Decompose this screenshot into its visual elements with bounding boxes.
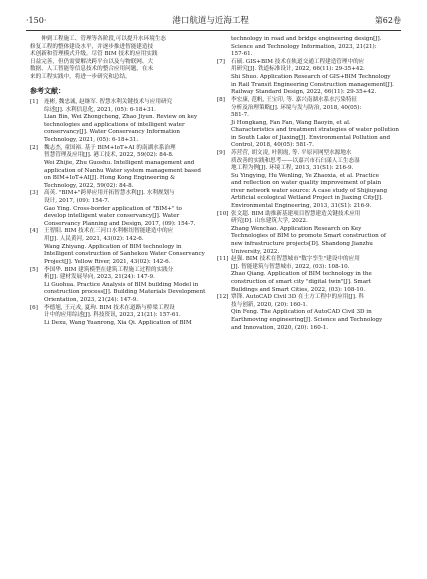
reference-line: technologies and applications of intelligent water xyxy=(44,121,185,128)
reference-entry xyxy=(30,228,207,266)
reference-line: in South Lake of Jiaxing[J]. Environmental Pollution and xyxy=(231,134,391,141)
body-line: 来的工程实践中，将进一步研究和总结。 xyxy=(30,73,131,80)
reference-entry xyxy=(217,294,394,332)
reference-entry xyxy=(217,59,394,97)
reference-line: Zhao Qiang. Application of BIM technology in the xyxy=(231,271,372,278)
reference-line: 李宏康, 范帆, 王宝印, 等. 嘉兴南湖水系水污染特征 xyxy=(231,96,358,103)
reference-line: 地工程为例[J]. 环境工程, 2013, 31(S1): 216-9. xyxy=(231,165,354,172)
reference-line: Li Dexu, Wang Yuanrong, Xia Qi. Application of BIM xyxy=(44,319,192,326)
left-column xyxy=(30,36,207,327)
reference-line: Technology, 2021, (05): 6-18+31. xyxy=(44,137,139,144)
reference-line: 技与创新, 2020, (20): 160-1. xyxy=(231,301,308,308)
reference-line: 王智阳. BIM 技术在三河口水利枢纽智能建造中的应 xyxy=(44,228,174,235)
reference-entry xyxy=(30,267,207,305)
reference-number: [6] xyxy=(30,304,38,311)
reference-line: Conservancy Planning and Design, 2017, (09): 154-7. xyxy=(44,220,196,227)
reference-entry xyxy=(217,211,394,256)
reference-line: Intelligent construction of Sanhekou Water Conservancy xyxy=(44,251,205,258)
journal-title: 港口航道与近海工程 xyxy=(172,16,249,26)
reference-entry-continued xyxy=(217,36,394,59)
reference-entry xyxy=(217,150,394,210)
header-rule xyxy=(26,30,401,31)
right-column xyxy=(217,36,399,332)
reference-line: 魏志杰, 童国裕. 基于 BIM+IoT+AI 的南湖水系治理 xyxy=(44,144,176,151)
body-paragraph xyxy=(30,36,207,81)
reference-line: 质改善的实践和思考——以嘉兴市石臼漾人工生态湿 xyxy=(231,157,360,164)
reference-line: [J]. 智能建筑与智慧城市, 2022, (03): 108-10. xyxy=(231,263,350,270)
reference-line: conservancy[J]. Water Conservancy Information xyxy=(44,129,180,136)
reference-line: Wei Zhijie, Zhu Guoshu. Intelligent management and xyxy=(44,159,195,166)
reference-line: 研究[D]. 山东建筑大学, 2022. xyxy=(231,218,308,225)
reference-line: Wang Zhiyang. Application of BIM technology in xyxy=(44,243,182,250)
reference-line: Project[J]. Yellow River, 2021, 43(02): 142-6. xyxy=(44,258,171,265)
reference-line: Earthmoving engineering[J]. Science and Technology xyxy=(231,317,383,324)
reference-line: Lian Bin, Wei Zhongcheng, Zhao Jiyun. Review on key xyxy=(44,114,198,121)
reference-line: 用研究[J]. 铁道标准设计, 2022, 66(11): 29-35+42. xyxy=(231,66,365,73)
reference-line: technology in road and bridge engineering design[J]. xyxy=(231,36,382,42)
body-line: 数据、人工智能等信息技术的整合应用问题，在未 xyxy=(30,66,154,73)
reference-line: 张文超. BIM 助推新基建项目智慧建造关键技术应用 xyxy=(231,210,361,217)
reference-line: and Innovation, 2020, (20): 160-1. xyxy=(231,324,328,331)
reference-line: 李德旭, 王元戎, 夏珣. BIM 技术在道路与桥梁工程设 xyxy=(44,304,175,311)
reference-line: 设计, 2017, (09): 154-7. xyxy=(44,197,110,204)
reference-line: 高英. "BIM+"跨界应用开拓智慧水利[J]. 水利规划与 xyxy=(44,190,175,197)
reference-text xyxy=(44,145,207,190)
reference-line: 用[J]. 人民黄河, 2021, 43(02): 142-6. xyxy=(44,236,144,243)
reference-text xyxy=(231,150,394,210)
reference-line: in Rail Transit Engineering Construction management[J]. xyxy=(231,81,394,88)
reference-line: Orientation, 2023, 21(24): 147-9. xyxy=(44,296,139,303)
reference-line: Characteristics and treatment strategies of water pollution xyxy=(231,127,399,134)
reference-line: 石硕. GIS+BIM 技术在轨道交通工程建造管理中的应 xyxy=(231,58,365,65)
reference-line: Qin Feng. The Application of AutoCAD Civil 3D in xyxy=(231,309,372,316)
reference-entry xyxy=(217,96,399,150)
reference-number: [4] xyxy=(30,228,38,235)
reference-line: 157-61. xyxy=(231,51,253,58)
reference-entry xyxy=(217,256,394,294)
reference-line: 覃锋. AutoCAD Civil 3D 在土方工程中的应用[J]. 科 xyxy=(231,294,365,301)
reference-line: Railway Standard Design, 2022, 66(11): 29-35+42. xyxy=(231,89,377,96)
reference-number: [5] xyxy=(30,266,38,273)
body-line: 修复工程的整体建设水平，并逐步推进智能建造技 xyxy=(30,43,154,50)
reference-number: [12] xyxy=(217,294,229,301)
page-number: ·150· xyxy=(26,16,47,25)
reference-line: develop intelligent water conservancy[J]. Water xyxy=(44,213,180,220)
reference-line: 赵强. BIM 技术在智慧城市"数字孪生"建设中的应用 xyxy=(231,256,360,263)
reference-entry xyxy=(30,305,207,328)
reference-line: Control, 2018, 40(05): 581-7. xyxy=(231,142,314,149)
body-line: 伸到工程施工、管理等各阶段,可以提升水环境生态 xyxy=(41,36,167,42)
reference-text xyxy=(231,211,394,256)
reference-text xyxy=(44,228,207,266)
reference-number: [7] xyxy=(217,58,225,65)
reference-line: 析[J]. 建材发展导向, 2023, 21(24): 147-9. xyxy=(44,274,155,281)
reference-number: [8] xyxy=(217,96,225,103)
reference-text xyxy=(231,256,394,294)
reference-line: 李国华. BIM 建筑模型在建筑工程施工过程的实践分 xyxy=(44,266,174,273)
reference-entry xyxy=(30,99,207,144)
reference-line: Artificial ecological Wetland Project in Jiaxing City[J]. xyxy=(231,195,383,202)
reference-line: Ji Hongkang, Fan Fan, Wang Baoyin, et al. xyxy=(231,119,351,126)
reference-line: construction of smart city "digital twin"[J]. Smart xyxy=(231,278,371,285)
reference-text xyxy=(231,97,399,150)
reference-text xyxy=(44,267,207,305)
reference-line: Environmental Engineering, 2013, 31(S1): 216-9. xyxy=(231,202,372,209)
reference-list-left xyxy=(30,99,207,327)
reference-entry xyxy=(30,145,207,190)
reference-line: Su Yingying, Hu Wenling, Ye Zhaoxia, et al. Practice xyxy=(231,172,379,179)
reference-line: river network water source: A case study of Shijiuyang xyxy=(231,187,388,194)
reference-text xyxy=(231,59,394,97)
reference-number: [9] xyxy=(217,150,225,157)
reference-line: Zhang Wenchao. Application Research on Key xyxy=(231,225,362,232)
reference-text xyxy=(44,190,207,228)
reference-entry xyxy=(30,190,207,228)
reference-line: Gao Ying. Cross-border application of "BIM+" to xyxy=(44,205,182,212)
reference-list-right xyxy=(217,58,399,332)
references-heading: 参考文献： xyxy=(30,87,65,96)
reference-line: Science and Technology Information, 2023, 21(21): xyxy=(231,43,377,50)
reference-line: 计中的应用综述[J]. 科技资讯, 2023, 21(21): 157-61. xyxy=(44,312,181,319)
reference-line: 综述[J]. 水利信息化, 2021, (05): 6-18+31. xyxy=(44,106,156,113)
reference-line: new infrastructure projects[D]. Shandong Jianzhu xyxy=(231,240,373,247)
reference-number: [11] xyxy=(217,256,229,263)
reference-text xyxy=(44,99,207,144)
body-line: 日益完善，但仍需要解决跨平台以及与物联网、大 xyxy=(30,58,154,65)
reference-continuation xyxy=(217,36,394,59)
reference-number: [3] xyxy=(30,190,38,197)
reference-number: [2] xyxy=(30,144,38,151)
reference-number: [10] xyxy=(217,210,229,217)
reference-line: 苏营营, 胡文凌, 叶朝霞, 等. 平原河网型水源地水 xyxy=(231,150,352,157)
volume-label: 第62卷 xyxy=(374,16,401,25)
reference-line: University, 2022. xyxy=(231,248,280,255)
page-header xyxy=(26,14,401,28)
reference-number: [1] xyxy=(30,99,38,106)
reference-line: application of Nanhu Water system management based xyxy=(44,167,201,174)
reference-line: Technology, 2022, 59(02): 84-8. xyxy=(44,182,134,189)
reference-text xyxy=(231,294,394,332)
reference-line: on BIM+IoT+AI[J]. Hong Kong Engineering & xyxy=(44,175,176,182)
reference-line: Technologies of BIM to promote Smart construction of xyxy=(231,233,386,240)
body-line: 术创新和管理模式升级。尽管 BIM 技术的应用实践 xyxy=(30,51,158,58)
reference-line: 分析及治理策略[J]. 环境与发与防治, 2018, 40(05): xyxy=(231,104,362,111)
reference-indent xyxy=(217,36,231,59)
reference-text xyxy=(44,305,207,328)
reference-line: 581-7. xyxy=(231,112,249,119)
reference-line: 智慧管理及应用[J]. 港工技术, 2022, 59(02): 84-8. xyxy=(44,152,174,159)
reference-line: Li Guohua. Practice Analysis of BIM building Model in xyxy=(44,281,199,288)
reference-line: construction process[J]. Building Materials Development xyxy=(44,289,206,296)
reference-line: 连彬, 魏忠诚, 赵继军. 智慧水利关键技术与应用研究 xyxy=(44,99,173,106)
reference-line: Shi Shuo. Application Research of GIS+BIM Technology xyxy=(231,74,391,81)
reference-line: and reflection on water quality improvement of plain xyxy=(231,180,382,187)
reference-text xyxy=(231,36,394,59)
reference-line: Buildings and Smart Cities, 2022, (03): 108-10. xyxy=(231,286,366,293)
